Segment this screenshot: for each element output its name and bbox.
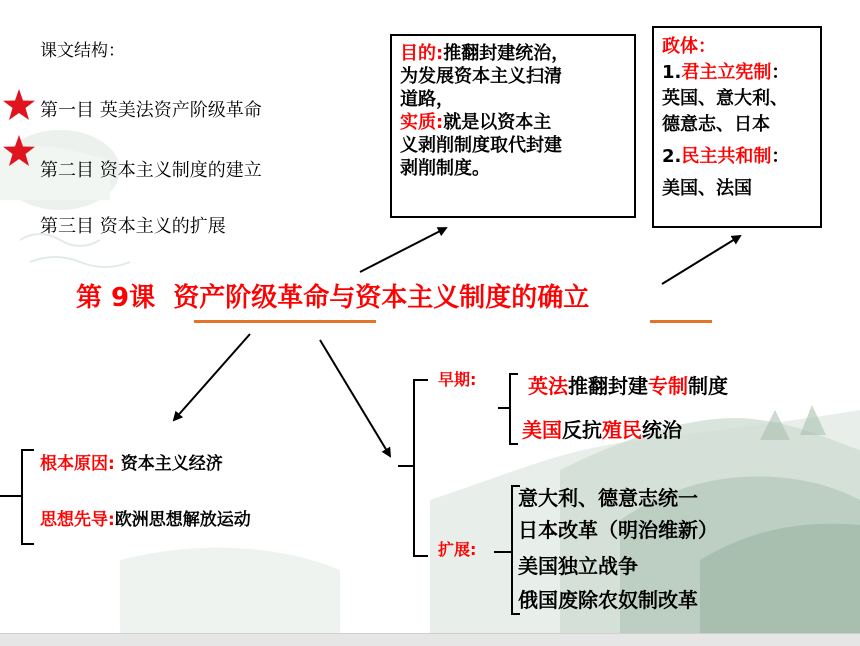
early-subject: 美国 (522, 418, 562, 442)
essence-text: 剥削制度。 (400, 158, 490, 179)
ideological-precursor (40, 510, 251, 530)
outline-item-1: 第一目 英美法资产阶级革命 (40, 100, 262, 121)
root-cause-label: 根本原因: (40, 454, 115, 474)
bottom-bar (0, 633, 860, 646)
early-text: 反抗 (562, 418, 602, 442)
early-label: 早期: (438, 370, 477, 389)
early-keyword: 专制 (648, 374, 688, 398)
polity-colon: ： (771, 146, 790, 167)
polity-name: 民主共和制 (681, 146, 772, 167)
expand-item: 俄国废除农奴制改革 (518, 588, 698, 612)
title-underline (650, 320, 712, 323)
title-underline (194, 320, 376, 323)
expand-item: 意大利、德意志统一 (518, 486, 698, 510)
essence-label: 实质: (400, 112, 444, 133)
idea-label: 思想先导: (40, 510, 115, 530)
root-cause (40, 454, 223, 474)
early-item (522, 418, 682, 442)
polity-countries: 德意志、日本 (662, 114, 770, 135)
essence-text: 义剥削制度取代封建 (400, 135, 562, 156)
early-text: 推翻封建 (568, 374, 648, 398)
polity-num: 2. (662, 146, 682, 167)
early-text: 统治 (642, 418, 682, 442)
expand-item: 美国独立战争 (518, 554, 638, 578)
purpose-text: 道路， (400, 89, 454, 110)
early-keyword: 殖民 (602, 418, 642, 442)
polity-name: 君主立宪制 (681, 62, 772, 83)
lesson-title (76, 282, 589, 314)
outline-item-2: 第二目 资本主义制度的建立 (40, 160, 262, 181)
purpose-text: 为发展资本主义扫清 (400, 66, 562, 87)
polity-countries: 美国、法国 (662, 178, 752, 199)
early-text: 制度 (688, 374, 728, 398)
idea-value: 欧洲思想解放运动 (114, 510, 251, 530)
expand-label: 扩展: (438, 540, 477, 559)
polity-countries: 英国、意大利、 (662, 88, 788, 109)
early-subject: 英法 (528, 374, 568, 398)
outline-item-3: 第三目 资本主义的扩展 (40, 216, 226, 237)
outline-heading: 课文结构： (40, 41, 125, 61)
lesson-number: 第 9课 (76, 283, 156, 313)
expand-item: 日本改革（明治维新） (518, 518, 718, 542)
polity-num: 1. (662, 62, 682, 83)
early-item (528, 374, 728, 398)
polity-colon: ： (771, 62, 790, 83)
essence-text: 就是以资本主 (443, 112, 552, 133)
purpose-text: 推翻封建统治， (443, 43, 570, 64)
lesson-name: 资产阶级革命与资本主义制度的确立 (173, 283, 590, 313)
purpose-label: 目的: (400, 43, 444, 64)
polity-heading: 政体： (662, 36, 716, 57)
root-cause-value: 资本主义经济 (120, 454, 223, 474)
